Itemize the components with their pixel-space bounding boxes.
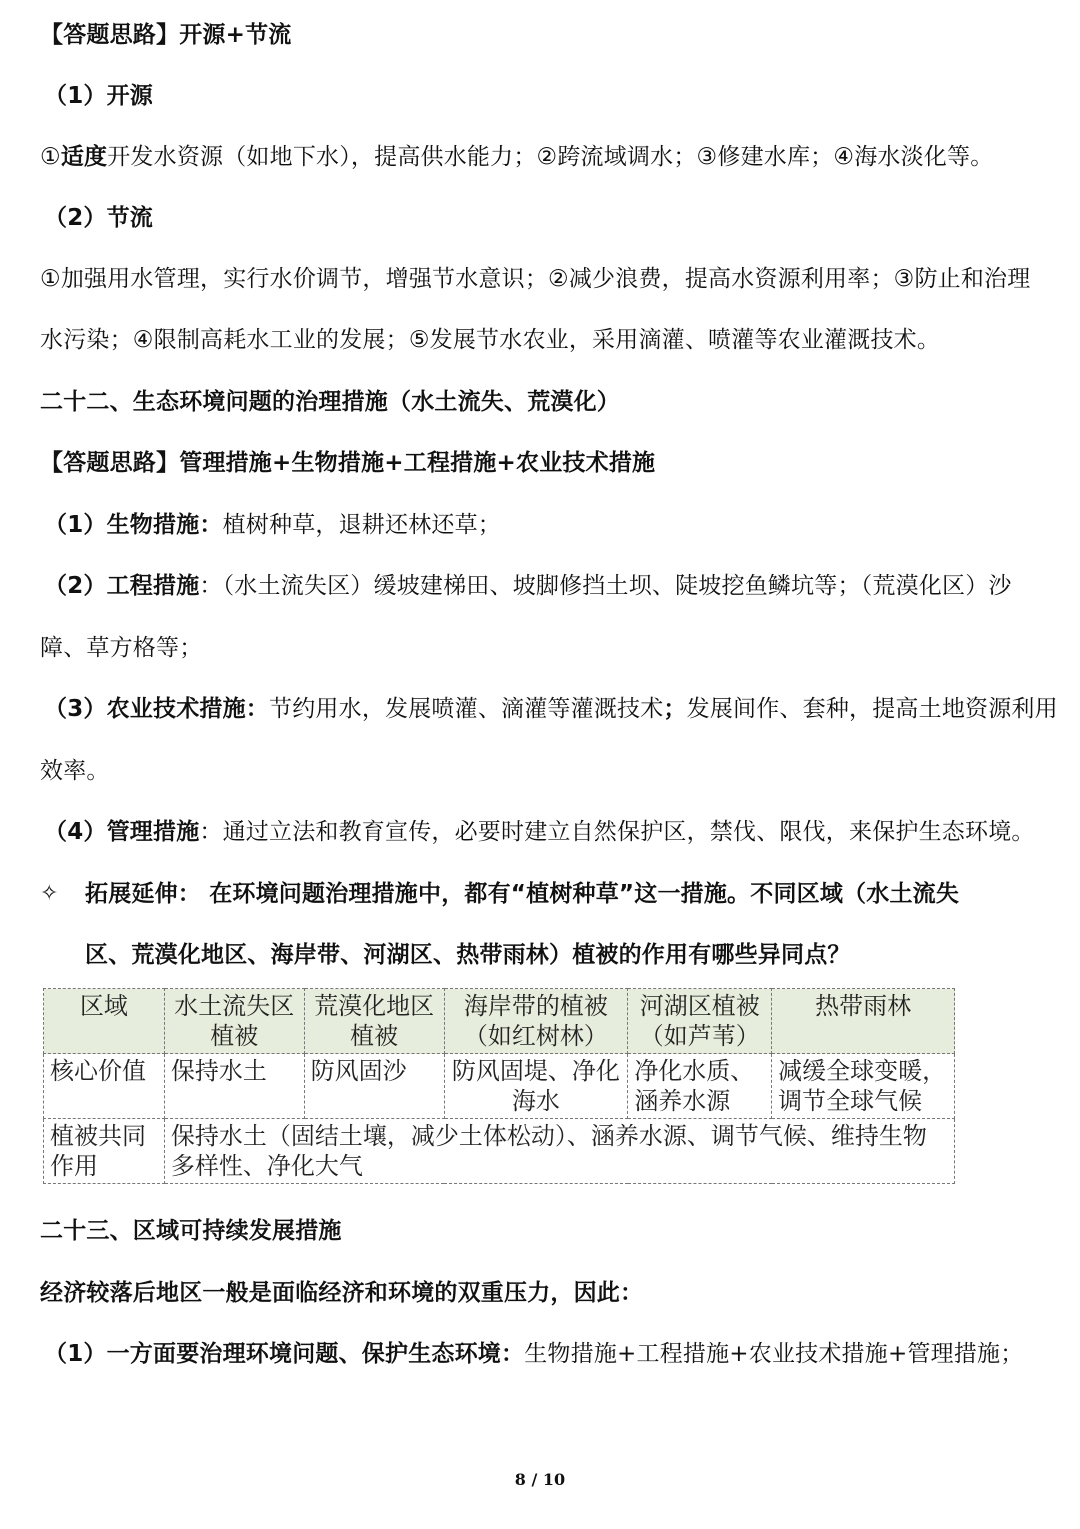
- measure-management: [44, 816, 1062, 848]
- measure-agricultural-2: 效率。: [40, 758, 110, 784]
- text: ：通过立法和教育宣传，必要时建立自然保护区，禁伐、限伐，来保护生态环境。: [199, 819, 1035, 845]
- measure-engineering-1: [44, 570, 1062, 602]
- paragraph-throttle-1: ①加强用水管理，实行水价调节，增强节水意识；②减少浪费，提高水资源利用率；③防止和治理: [40, 266, 1031, 292]
- table-row: [44, 1119, 955, 1184]
- measure-engineering-2: 障、草方格等；: [40, 635, 203, 661]
- table-cell: 防风固堤、净化海水: [444, 1054, 628, 1119]
- paragraph-open-source: [40, 141, 1062, 173]
- text: ：（水土流失区）缓坡建梯田、坡脚修挡土坝、陡坡挖鱼鳞坑等；（荒漠化区）沙: [199, 573, 1012, 599]
- answer-approach-heading-2: 【答题思路】管理措施+生物措施+工程措施+农业技术措施: [40, 450, 656, 476]
- label-bold: （2）工程措施: [44, 573, 200, 599]
- label-bold: （1）生物措施：: [44, 512, 223, 538]
- section-heading-22: 二十二、生态环境问题的治理措施（水土流失、荒漠化）: [40, 389, 620, 415]
- paragraph-dual-pressure: 经济较落后地区一般是面临经济和环境的双重压力，因此：: [40, 1280, 644, 1306]
- table-header-row: [44, 989, 955, 1054]
- subheading-throttle: （2）节流: [44, 205, 154, 231]
- text: 植树种草，退耕还林还草；: [222, 512, 502, 538]
- text-bold: 适度: [60, 144, 108, 170]
- table-header-cell: 河湖区植被（如芦苇）: [628, 989, 772, 1054]
- subheading-open-source: （1）开源: [44, 83, 154, 109]
- table-cell: 防风固沙: [304, 1054, 444, 1119]
- text: 节约用水，发展喷灌、滴灌等灌溉技术: [269, 696, 664, 722]
- text: ①: [40, 144, 61, 170]
- table-cell: 核心价值: [44, 1054, 165, 1119]
- label-bold: （4）管理措施: [44, 819, 200, 845]
- table-cell: 净化水质、涵养水源: [628, 1054, 772, 1119]
- measure-sustainable-1: [44, 1338, 1062, 1370]
- text: 生物措施+工程措施+农业技术措施+管理措施；: [524, 1341, 1024, 1367]
- section-heading-23: 二十三、区域可持续发展措施: [40, 1218, 342, 1244]
- measure-agricultural-1: [44, 693, 1062, 725]
- table-cell: 减缓全球变暖，调节全球气候: [772, 1054, 955, 1119]
- diamond-star-icon: ✧: [40, 881, 59, 906]
- paragraph-throttle-2: 水污染；④限制高耗水工业的发展；⑤发展节水农业，采用滴灌、喷灌等农业灌溉技术。: [40, 327, 941, 353]
- table-header-cell: 荒漠化地区植被: [304, 989, 444, 1054]
- text: 发展间作、套种，提高土地资源利用: [686, 696, 1058, 722]
- table-row: [44, 1054, 955, 1119]
- table-cell: 保持水土（固结土壤，减少土体松动）、涵养水源、调节气候、维持生物多样性、净化大气: [164, 1119, 954, 1184]
- table-header-cell: 海岸带的植被（如红树林）: [444, 989, 628, 1054]
- text: 开发水资源（如地下水），提高供水能力；②跨流域调水；③修建水库；④海水淡化等。: [107, 144, 994, 170]
- page-number: 8 / 10: [514, 1470, 566, 1489]
- table-cell: 保持水土: [164, 1054, 304, 1119]
- vegetation-comparison-table: [43, 988, 955, 1184]
- text-bold: ；: [663, 696, 687, 722]
- table-cell: 植被共同作用: [44, 1119, 165, 1184]
- table-header-cell: 区域: [44, 989, 165, 1054]
- table-header-cell: 水土流失区植被: [164, 989, 304, 1054]
- measure-biological: [44, 509, 1062, 541]
- extension-text-1: 拓展延伸： 在环境问题治理措施中，都有“植树种草”这一措施。不同区域（水土流失: [85, 881, 960, 907]
- label-bold: （3）农业技术措施：: [44, 696, 270, 722]
- answer-approach-heading: 【答题思路】开源+节流: [40, 22, 292, 48]
- label-bold: （1）一方面要治理环境问题、保护生态环境：: [44, 1341, 525, 1367]
- table-header-cell: 热带雨林: [772, 989, 955, 1054]
- extension-text-2: 区、荒漠化地区、海岸带、河湖区、热带雨林）植被的作用有哪些异同点？: [85, 942, 851, 968]
